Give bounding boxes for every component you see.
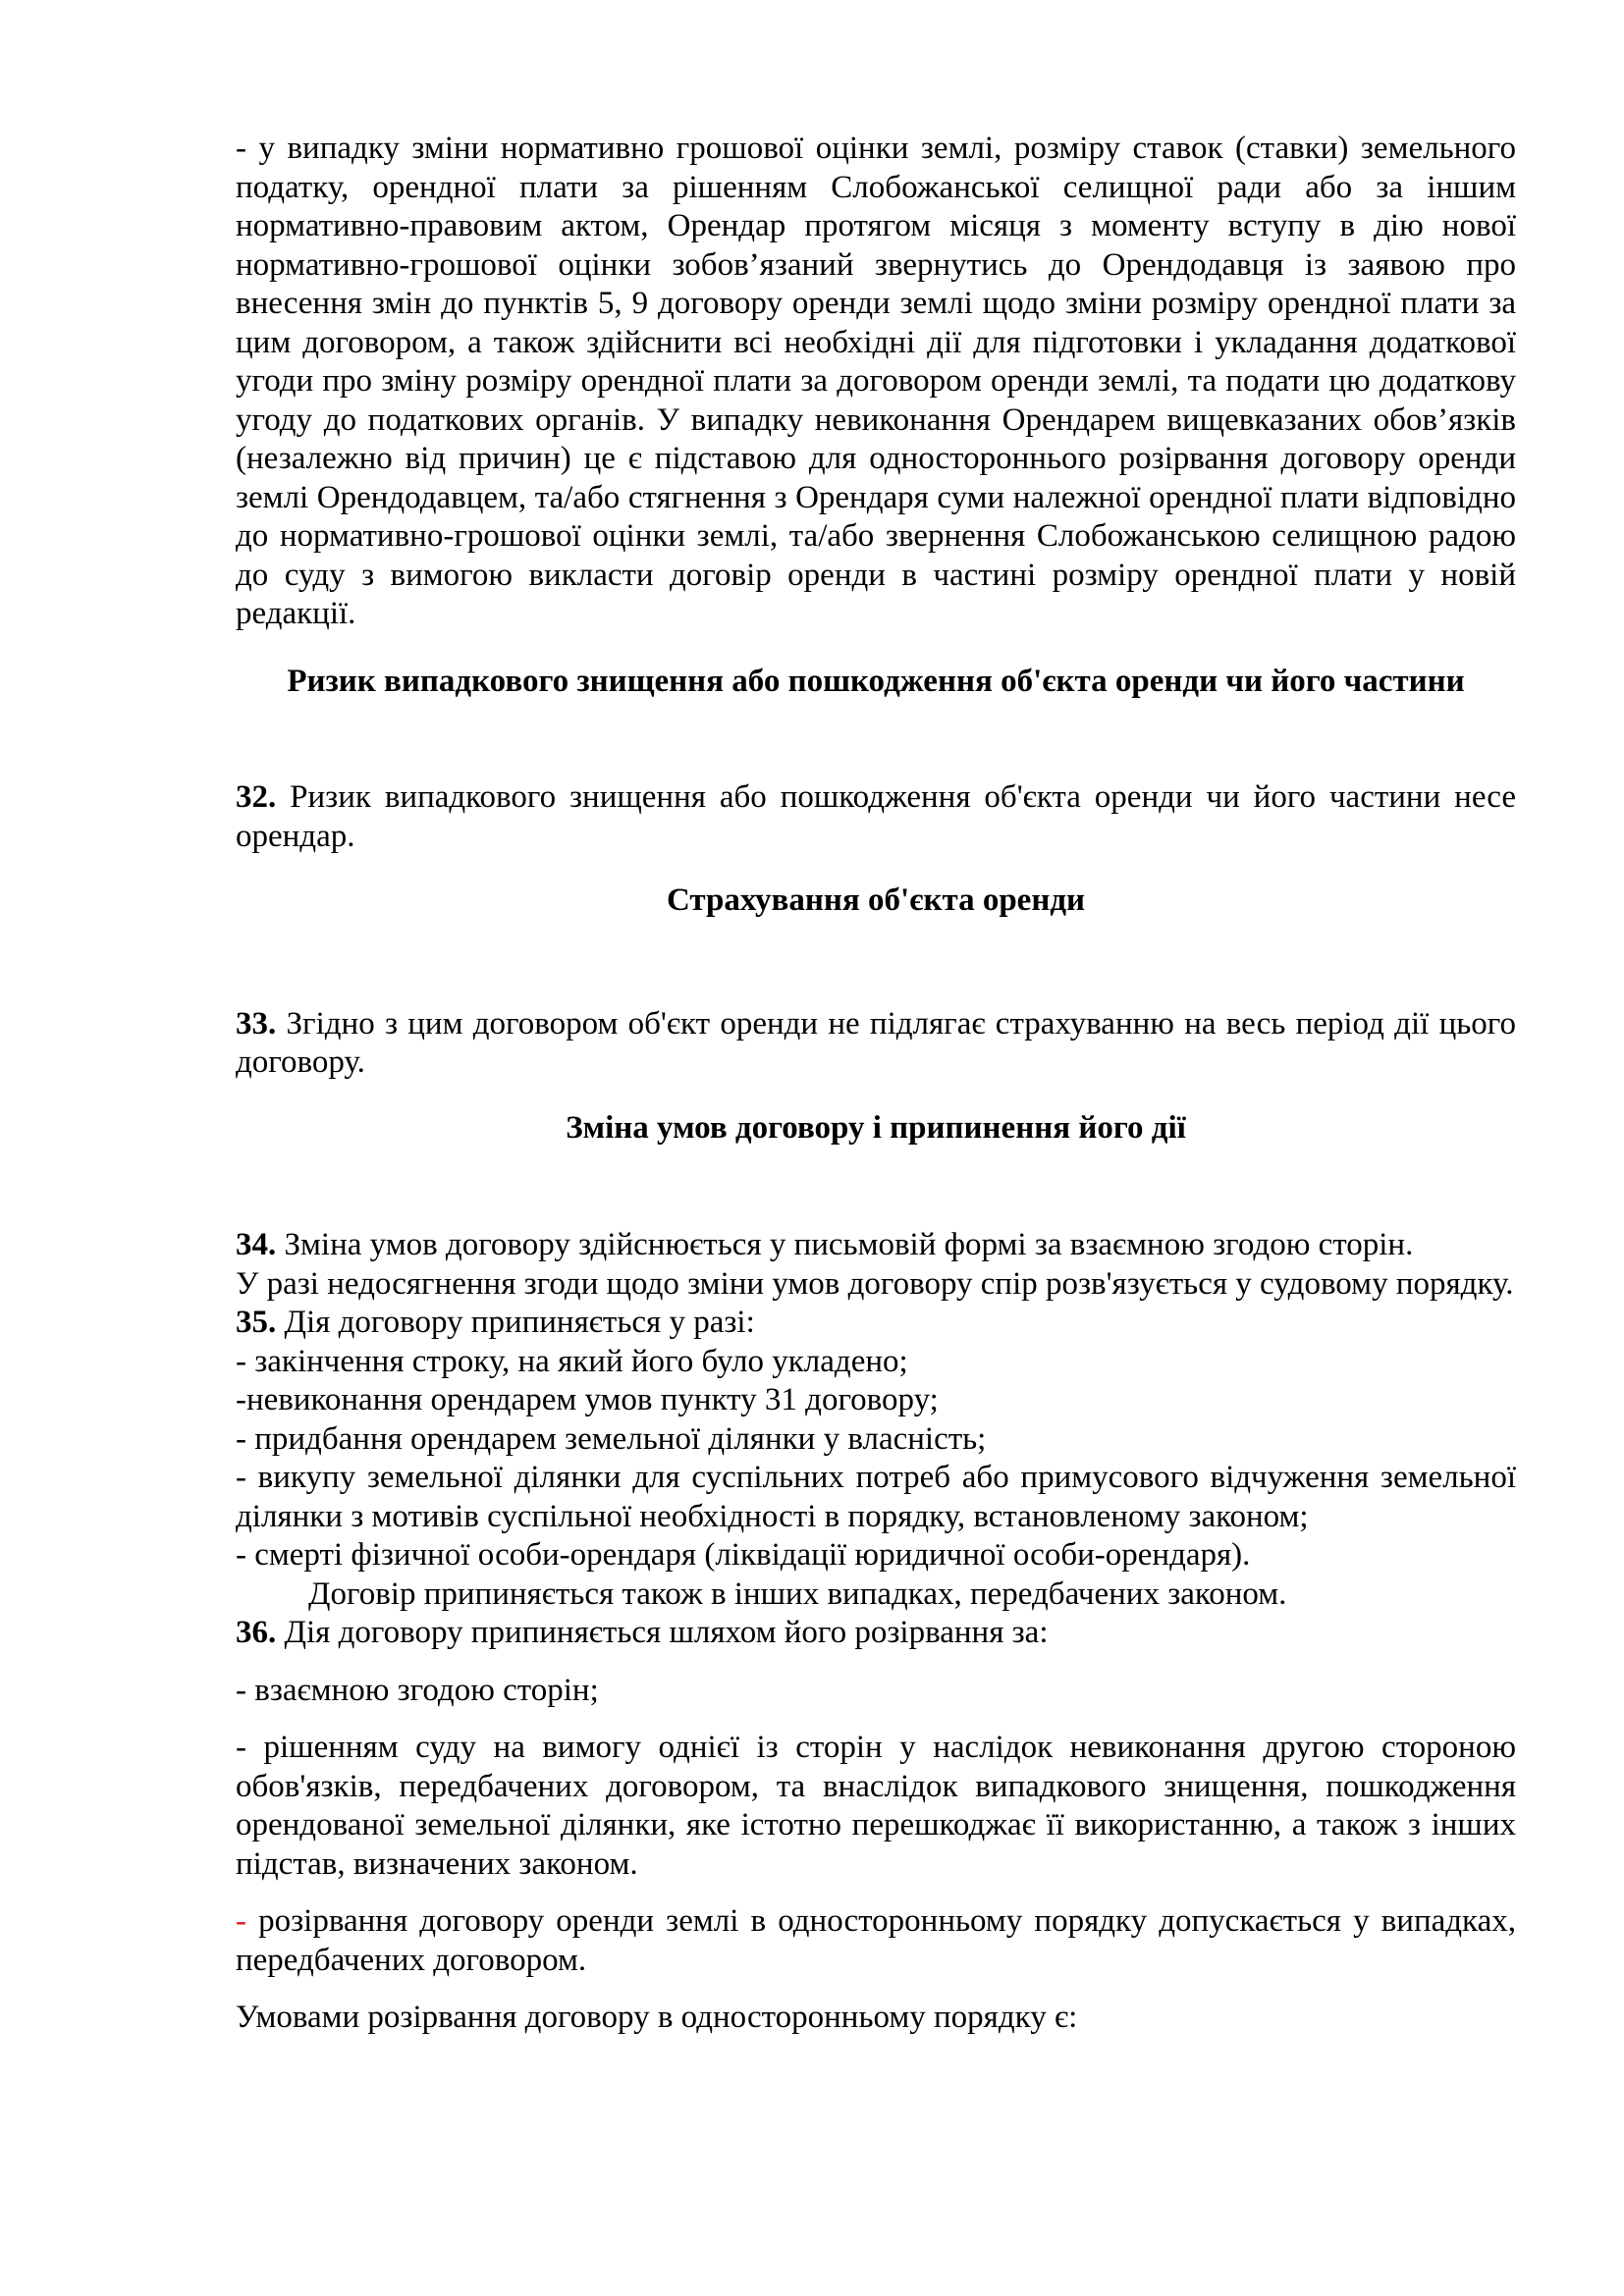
red-dash-mark: - — [236, 1903, 246, 1939]
clause-34 — [236, 1226, 1516, 1265]
document-page — [236, 130, 1516, 2038]
section-heading-change: Зміна умов договору і припинення його дії — [566, 1109, 1186, 1146]
clause-35-number: 35. — [236, 1305, 277, 1340]
clause-34-continuation: У разі недосягнення згоди щодо зміни умов договору спір розв'язується у судовому порядку. — [236, 1265, 1514, 1302]
clause-36-item-unilateral-text: розірвання договору оренди землі в односторонньому порядку допускається у випадках, передбачених договором. — [236, 1903, 1516, 1978]
clause-32-text: Ризик випадкового знищення або пошкодження об'єкта оренди чи його частини несе орендар. — [236, 779, 1516, 854]
clause-32-number: 32. — [236, 779, 277, 815]
clause-33 — [236, 1005, 1516, 1083]
clause-34-number: 34. — [236, 1227, 277, 1262]
clause-35-text: Дія договору припиняється у разі: — [276, 1305, 755, 1340]
clause-32 — [236, 778, 1516, 856]
section-heading-risk: Ризик випадкового знищення або пошкодження об'єкта оренди чи його частини — [287, 663, 1465, 699]
clause-35-also: Договір припиняється також в інших випадках, передбачених законом. — [308, 1575, 1287, 1612]
clause-36-item-unilateral — [236, 1902, 1516, 1980]
paragraph-conditions: Умовами розірвання договору в односторонньому порядку є: — [236, 2000, 1078, 2035]
clause-36-item-mutual: - взаємною згодою сторін; — [236, 1672, 599, 1708]
clause-36 — [236, 1614, 1516, 1653]
clause-36-number: 36. — [236, 1615, 277, 1650]
clause-35-item: - придбання орендарем земельної ділянки у власність; — [236, 1420, 987, 1457]
clause-33-number: 33. — [236, 1005, 277, 1041]
clause-36-item-court: - рішенням суду на вимогу однієї із сторін у наслідок невиконання другою стороною обов'язків, передбачених договором, та внаслідок випадкового знищення, пошкодження орендованої земельної ділянки, яке істотно перешкоджає її використанню, а також з інших підстав, визначених законом. — [236, 1730, 1516, 1882]
clause-35-item: - закінчення строку, на який його було укладено; — [236, 1343, 908, 1379]
clause-35-item: - смерті фізичної особи-орендаря (ліквідації юридичної особи-орендаря). — [236, 1537, 1251, 1573]
section-heading-insurance: Страхування об'єкта оренди — [666, 882, 1086, 918]
clause-35-item: - викупу земельної ділянки для суспільних потреб або примусового відчуження земельної ділянки з мотивів суспільної необхідності в порядку, встановленому законом; — [236, 1460, 1516, 1534]
paragraph-intro: - у випадку зміни нормативно грошової оцінки землі, розміру ставок (ставки) земельного податку, орендної плати за рішенням Слобожанської селищної ради або за іншим нормативно-правовим актом, Орендар протягом місяця з моменту вступу в дію нової нормативно-грошової оцінки зобов’язаний звернутись до Орендодавця із заявою про внесення змін до пунктів 5, 9 договору оренди землі щодо зміни розміру орендної плати за цим договором, а також здійснити всі необхідні дії для підготовки і укладання додаткової угоди про зміну розміру орендної плати за договором оренди землі, та подати цю додаткову угоду до податкових органів. У випадку невиконання Орендарем вищевказаних обов’язків (незалежно від причин) це є підставою для одностороннього розірвання договору оренди землі Орендодавцем, та/або стягнення з Орендаря суми належної орендної плати відповідно до нормативно-грошової оцінки землі, та/або звернення Слобожанською селищною радою до суду з вимогою викласти договір оренди в частині розміру орендної плати у новій редакції. — [236, 131, 1516, 631]
clause-33-text: Згідно з цим договором об'єкт оренди не підлягає страхуванню на весь період дії цього договору. — [236, 1005, 1516, 1080]
clause-35-item: -невиконання орендарем умов пункту 31 договору; — [236, 1382, 939, 1417]
clause-34-text: Зміна умов договору здійснюється у письмовій формі за взаємною згодою сторін. — [276, 1227, 1414, 1262]
clause-35 — [236, 1304, 1516, 1343]
clause-36-text: Дія договору припиняється шляхом його розірвання за: — [276, 1615, 1049, 1650]
